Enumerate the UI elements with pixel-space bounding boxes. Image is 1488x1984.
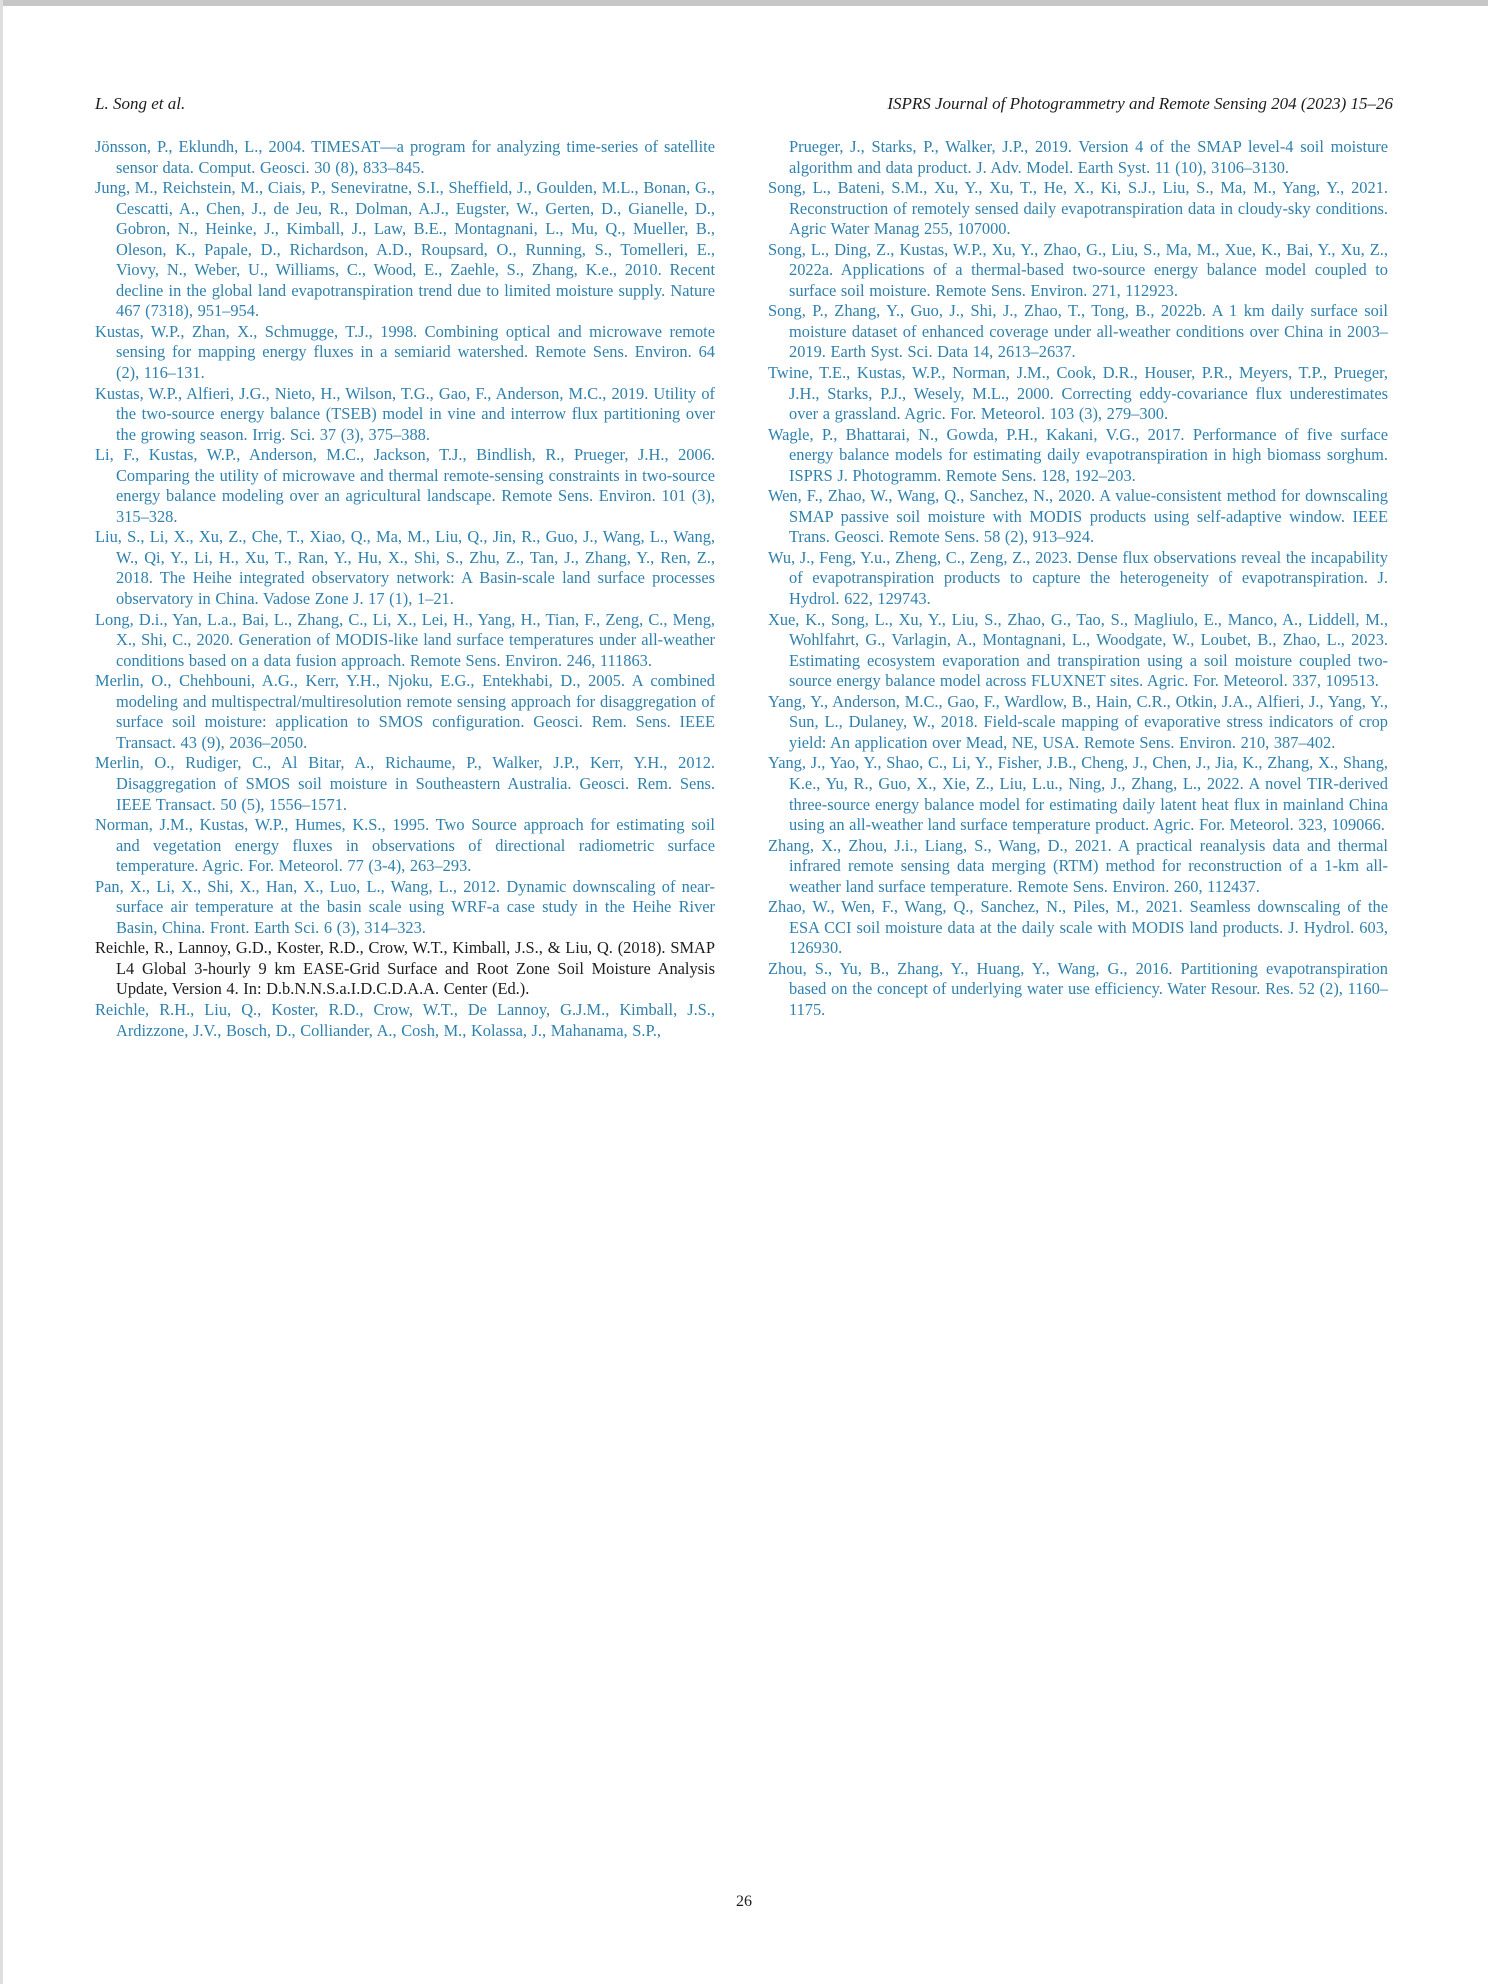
running-author: L. Song et al. <box>95 94 186 113</box>
page-top-edge <box>0 0 1488 6</box>
page-footer <box>0 1893 1488 1911</box>
reference-entry[interactable]: Twine, T.E., Kustas, W.P., Norman, J.M., Cook, D.R., Houser, P.R., Meyers, T.P., Prueger, J.H., Starks, P.J., Wesely, M.L., 2000. Correcting eddy-covariance flux underestimates over a grassland. Agric. For. Meteorol. 103 (3), 279–300. <box>768 363 1388 424</box>
running-header <box>95 94 1393 114</box>
references-column-left <box>95 137 715 1041</box>
reference-entry[interactable]: Merlin, O., Chehbouni, A.G., Kerr, Y.H., Njoku, E.G., Entekhabi, D., 2005. A combined modeling and multispectral/multiresolution remote sensing approach for disaggregation of surface soil moisture: application to SMOS configuration. Geosci. Rem. Sens. IEEE Transact. 43 (9), 2036–2050. <box>95 671 715 752</box>
reference-entry[interactable]: Zhao, W., Wen, F., Wang, Q., Sanchez, N., Piles, M., 2021. Seamless downscaling of the ESA CCI soil moisture data at the daily scale with MODIS land products. J. Hydrol. 603, 126930. <box>768 897 1388 958</box>
reference-entry[interactable]: Pan, X., Li, X., Shi, X., Han, X., Luo, L., Wang, L., 2012. Dynamic downscaling of near-surface air temperature at the basin scale using WRF-a case study in the Heihe River Basin, China. Front. Earth Sci. 6 (3), 314–323. <box>95 876 715 937</box>
reference-entry: Reichle, R., Lannoy, G.D., Koster, R.D., Crow, W.T., Kimball, J.S., & Liu, Q. (2018). SMAP L4 Global 3-hourly 9 km EASE-Grid Surface and Root Zone Soil Moisture Analysis Update, Version 4. In: D.b.N.N.S.a.I.D.C.D.A.A. Center (Ed.). <box>95 938 715 999</box>
references-column-right <box>768 137 1388 1041</box>
reference-entry[interactable]: Kustas, W.P., Alfieri, J.G., Nieto, H., Wilson, T.G., Gao, F., Anderson, M.C., 2019. Utility of the two-source energy balance (TSEB) model in vine and interrow flux partitioning over the growing season. Irrig. Sci. 37 (3), 375–388. <box>95 383 715 444</box>
reference-entry[interactable]: Song, L., Bateni, S.M., Xu, Y., Xu, T., He, X., Ki, S.J., Liu, S., Ma, M., Yang, Y., 2021. Reconstruction of remotely sensed daily evapotranspiration data in cloudy-sky conditions. Agric Water Manag 255, 107000. <box>768 178 1388 239</box>
reference-entry[interactable]: Zhang, X., Zhou, J.i., Liang, S., Wang, D., 2021. A practical reanalysis data and thermal infrared remote sensing data merging (RTM) method for reconstruction of a 1-km all-weather land surface temperature. Remote Sens. Environ. 260, 112437. <box>768 835 1388 896</box>
page-left-edge <box>0 0 3 1984</box>
reference-entry[interactable]: Long, D.i., Yan, L.a., Bai, L., Zhang, C., Li, X., Lei, H., Yang, H., Tian, F., Zeng, C., Meng, X., Shi, C., 2020. Generation of MODIS-like land surface temperatures under all-weather conditions based on a data fusion approach. Remote Sens. Environ. 246, 111863. <box>95 609 715 670</box>
reference-entry[interactable]: Song, P., Zhang, Y., Guo, J., Shi, J., Zhao, T., Tong, B., 2022b. A 1 km daily surface soil moisture dataset of enhanced coverage under all-weather conditions over China in 2003–2019. Earth Syst. Sci. Data 14, 2613–2637. <box>768 301 1388 362</box>
reference-entry[interactable]: Reichle, R.H., Liu, Q., Koster, R.D., Crow, W.T., De Lannoy, G.J.M., Kimball, J.S., Ardizzone, J.V., Bosch, D., Colliander, A., Cosh, M., Kolassa, J., Mahanama, S.P., <box>95 999 715 1040</box>
page-number: 26 <box>736 1893 752 1910</box>
reference-entry[interactable]: Norman, J.M., Kustas, W.P., Humes, K.S., 1995. Two Source approach for estimating soil and vegetation energy fluxes in observations of directional radiometric surface temperature. Agric. For. Meteorol. 77 (3-4), 263–293. <box>95 815 715 876</box>
references-section <box>95 137 1388 1041</box>
reference-entry[interactable]: Merlin, O., Rudiger, C., Al Bitar, A., Richaume, P., Walker, J.P., Kerr, Y.H., 2012. Disaggregation of SMOS soil moisture in Southeastern Australia. Geosci. Rem. Sens. IEEE Transact. 50 (5), 1556–1571. <box>95 753 715 814</box>
reference-entry[interactable]: Li, F., Kustas, W.P., Anderson, M.C., Jackson, T.J., Bindlish, R., Prueger, J.H., 2006. Comparing the utility of microwave and thermal remote-sensing constraints in two-source energy balance modeling over an agricultural landscape. Remote Sens. Environ. 101 (3), 315–328. <box>95 445 715 526</box>
reference-entry[interactable]: Wu, J., Feng, Y.u., Zheng, C., Zeng, Z., 2023. Dense flux observations reveal the incapability of evapotranspiration products to capture the heterogeneity of evapotranspiration. J. Hydrol. 622, 129743. <box>768 547 1388 609</box>
reference-entry[interactable]: Yang, J., Yao, Y., Shao, C., Li, Y., Fisher, J.B., Cheng, J., Chen, J., Jia, K., Zhang, X., Shang, K.e., Yu, R., Guo, X., Xie, Z., Liu, L.u., Ning, J., Zhang, L., 2022. A novel TIR-derived three-source energy balance model for estimating daily latent heat flux in mainland China using an all-weather land surface temperature product. Agric. For. Meteorol. 323, 109066. <box>768 753 1388 835</box>
reference-entry[interactable]: Zhou, S., Yu, B., Zhang, Y., Huang, Y., Wang, G., 2016. Partitioning evapotranspiration based on the concept of underlying water use efficiency. Water Resour. Res. 52 (2), 1160–1175. <box>768 958 1388 1019</box>
reference-entry[interactable]: Kustas, W.P., Zhan, X., Schmugge, T.J., 1998. Combining optical and microwave remote sensing for mapping energy fluxes in a semiarid watershed. Remote Sens. Environ. 64 (2), 116–131. <box>95 321 715 383</box>
reference-entry[interactable]: Liu, S., Li, X., Xu, Z., Che, T., Xiao, Q., Ma, M., Liu, Q., Jin, R., Guo, J., Wang, L., Wang, W., Qi, Y., Li, H., Xu, T., Ran, Y., Hu, X., Shi, S., Zhu, Z., Tan, J., Zhang, Y., Ren, Z., 2018. The Heihe integrated observatory network: A Basin-scale land surface processes observatory in China. Vadose Zone J. 17 (1), 1–21. <box>95 527 715 609</box>
reference-entry[interactable]: Xue, K., Song, L., Xu, Y., Liu, S., Zhao, G., Tao, S., Magliulo, E., Manco, A., Liddell, M., Wohlfahrt, G., Varlagin, A., Montagnani, L., Woodgate, W., Loubet, B., Zhao, L., 2023. Estimating ecosystem evaporation and transpiration using a soil moisture coupled two-source energy balance model across FLUXNET sites. Agric. For. Meteorol. 337, 109513. <box>768 609 1388 691</box>
reference-entry[interactable]: Song, L., Ding, Z., Kustas, W.P., Xu, Y., Zhao, G., Liu, S., Ma, M., Xue, K., Bai, Y., Xu, Z., 2022a. Applications of a thermal-based two-source energy balance model coupled to surface soil moisture. Remote Sens. Environ. 271, 112923. <box>768 239 1388 300</box>
reference-entry[interactable]: Prueger, J., Starks, P., Walker, J.P., 2019. Version 4 of the SMAP level-4 soil moisture algorithm and data product. J. Adv. Model. Earth Syst. 11 (10), 3106–3130. <box>789 137 1388 177</box>
reference-entry[interactable]: Jung, M., Reichstein, M., Ciais, P., Seneviratne, S.I., Sheffield, J., Goulden, M.L., Bonan, G., Cescatti, A., Chen, J., de Jeu, R., Dolman, A.J., Eugster, W., Gerten, D., Gianelle, D., Gobron, N., Heinke, J., Kimball, J., Law, B.E., Montagnani, L., Mu, Q., Mueller, B., Oleson, K., Papale, D., Richardson, A.D., Roupsard, O., Running, S., Tomelleri, E., Viovy, N., Weber, U., Williams, C., Wood, E., Zaehle, S., Zhang, K.e., 2010. Recent decline in the global land evapotranspiration trend due to limited moisture supply. Nature 467 (7318), 951–954. <box>95 178 715 321</box>
reference-entry[interactable]: Wen, F., Zhao, W., Wang, Q., Sanchez, N., 2020. A value-consistent method for downscaling SMAP passive soil moisture with MODIS products using self-adaptive window. IEEE Trans. Geosci. Remote Sens. 58 (2), 913–924. <box>768 486 1388 547</box>
reference-entry[interactable]: Jönsson, P., Eklundh, L., 2004. TIMESAT—a program for analyzing time-series of satellite sensor data. Comput. Geosci. 30 (8), 833–845. <box>95 137 715 177</box>
journal-header: ISPRS Journal of Photogrammetry and Remote Sensing 204 (2023) 15–26 <box>887 94 1393 113</box>
reference-entry[interactable]: Wagle, P., Bhattarai, N., Gowda, P.H., Kakani, V.G., 2017. Performance of five surface energy balance models for estimating daily evapotranspiration in high biomass sorghum. ISPRS J. Photogramm. Remote Sens. 128, 192–203. <box>768 424 1388 485</box>
reference-entry[interactable]: Yang, Y., Anderson, M.C., Gao, F., Wardlow, B., Hain, C.R., Otkin, J.A., Alfieri, J., Yang, Y., Sun, L., Dulaney, W., 2018. Field-scale mapping of evaporative stress indicators of crop yield: An application over Mead, NE, USA. Remote Sens. Environ. 210, 387–402. <box>768 691 1388 752</box>
